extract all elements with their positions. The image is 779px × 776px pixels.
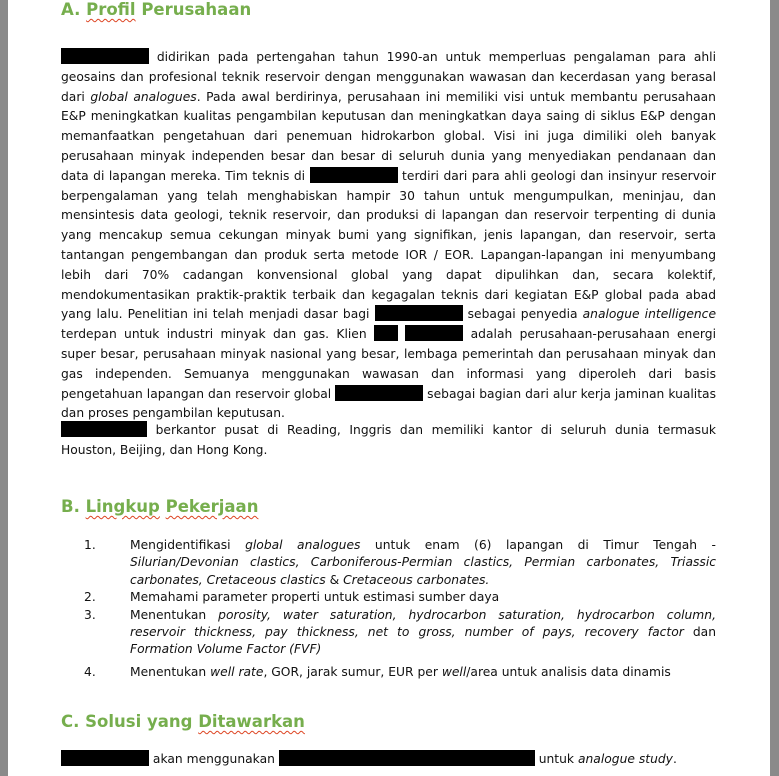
scope-item-number: 2. <box>84 590 96 605</box>
section-a-word1: Profil <box>86 0 136 19</box>
headquarters-paragraph <box>61 421 716 461</box>
text-run-italic: analogue intelligence <box>582 307 717 322</box>
text-run: . Pada awal berdirinya, perusahaan ini memiliki visi untuk membantu perusahaan E&P meningkatkan kualitas pengambilan keputusan dan meningkatkan daya saing di siklus E&P dengan memanfaatkan pengetahuan dari penemuan hidrokarbon global. Visi ini juga dimiliki oleh banyak perusahaan minyak independen besar dan besar di seluruh dunia yang menyediakan pendanaan dan data di lapangan mereka. Tim teknis di <box>61 89 716 183</box>
scope-item <box>61 664 716 681</box>
section-c-word1: Solusi yang <box>85 712 193 731</box>
scope-text: Memahami parameter properti untuk estimasi sumber daya <box>130 590 500 605</box>
scope-text: , GOR, jarak sumur, EUR per <box>263 664 442 679</box>
section-a-heading <box>61 0 251 20</box>
scope-text: untuk enam (6) lapangan di Timur Tengah - <box>360 538 716 552</box>
scope-text-italic: global analogues <box>245 538 361 552</box>
redacted-block <box>61 48 149 64</box>
section-c-word2: Ditawarkan <box>198 712 305 731</box>
section-c-heading <box>61 712 305 732</box>
redacted-block <box>279 750 535 766</box>
scope-item-number: 3. <box>84 607 96 622</box>
scope-text-italic: Formation Volume Factor (FVF) <box>130 642 322 657</box>
section-b-letter: B. <box>61 497 80 516</box>
section-a-letter: A. <box>61 0 81 19</box>
text-run: berkantor pusat di Reading, Inggris dan memiliki kantor di seluruh dunia termasuk Houston, Beijing, dan Hong Kong. <box>61 423 716 457</box>
redacted-block <box>374 325 398 341</box>
scope-item <box>61 607 716 659</box>
section-c-letter: C. <box>61 712 80 731</box>
text-run-italic: global analogues <box>90 89 197 104</box>
section-b-word2: Pekerjaan <box>165 497 259 516</box>
scope-text-italic: well rate <box>210 664 264 679</box>
text-run: . <box>672 752 677 766</box>
scope-text: Menentukan <box>130 664 211 679</box>
text-run: terdepan untuk industri minyak dan gas. Klien <box>61 327 374 342</box>
redacted-block <box>310 167 398 183</box>
scope-item <box>61 537 716 589</box>
section-b-word1: Lingkup <box>85 497 160 516</box>
scope-item <box>61 589 716 606</box>
section-b-heading <box>61 497 258 517</box>
scope-item-number: 4. <box>84 664 96 679</box>
company-profile-paragraph <box>61 48 716 424</box>
scope-text-italic: Cretaceous carbonates. <box>343 572 490 587</box>
scope-text: Menentukan <box>130 607 219 622</box>
text-run: didirikan pada pertengahan tahun 1990-an untuk memperluas pengalaman para ahli geosains dan profesional teknik reservoir dengan menggunakan wawasan dan kecerdasan yang berasal dari <box>61 50 716 104</box>
document-page <box>8 0 770 776</box>
text-run: terdiri dari para ahli geologi dan insinyur reservoir berpengalaman yang telah menghabiskan hampir 30 tahun untuk mengumpulkan, meninjau, dan mensintesis data geologi, teknik reservoir, dan produksi di lapangan dan reservoir terpenting di dunia yang mencakup semua cekungan minyak bumi yang signifikan, jenis lapangan, dan reservoir, serta tantangan pengembangan dan produk serta metode IOR / EOR. Lapangan-lapangan ini menyumbang lebih dari 70% cadangan konvensional global yang dapat dipulihkan dan, secara kolektif, mendokumentasikan praktik-praktik terbaik dan kegagalan teknis dari kegiatan E&P global pada abad yang lalu. Penelitian ini telah menjadi dasar bagi <box>61 168 716 322</box>
section-a-word2: Perusahaan <box>141 0 252 19</box>
redacted-block <box>405 325 463 341</box>
scope-text-italic: well <box>441 664 467 679</box>
redacted-block <box>335 385 423 401</box>
text-run: sebagai penyedia <box>462 307 583 322</box>
scope-text-italic: porosity, water saturation, hydrocarbon saturation, hydrocarbon column, reservoir thickness, pay thickness, net to gross, number of pays, recovery factor <box>130 607 716 640</box>
scope-text: /area untuk analisis data dinamis <box>466 664 671 679</box>
scope-text-italic: Silurian/Devonian clastics, Carboniferous-Permian clastics, Permian carbonates, Triassic carbonates, Cretaceous clastics <box>130 555 716 587</box>
scope-list <box>61 537 716 681</box>
scope-item-number: 1. <box>84 538 96 552</box>
solution-paragraph <box>61 750 716 770</box>
text-run-italic: analogue study <box>577 752 673 766</box>
redacted-block <box>375 305 463 321</box>
redacted-block <box>61 750 149 766</box>
redacted-block <box>61 421 147 437</box>
text-run: untuk <box>534 752 578 766</box>
scope-text: dan <box>683 625 716 640</box>
text-run: akan menggunakan <box>149 752 279 766</box>
text-run: sebagai bagian dari alur kerja jaminan kualitas dan proses pengambilan keputusan. <box>61 386 716 421</box>
text-run: adalah perusahaan-perusahaan energi super besar, perusahaan minyak nasional yang besar, lembaga pemerintah dan perusahaan minyak dan gas independen. Semuanya menggunakan wawasan dan informasi yang diperoleh dari basis pengetahuan lapangan dan reservoir global <box>61 327 716 401</box>
scope-text: Mengidentifikasi <box>130 538 246 552</box>
scope-text: & <box>325 572 344 587</box>
